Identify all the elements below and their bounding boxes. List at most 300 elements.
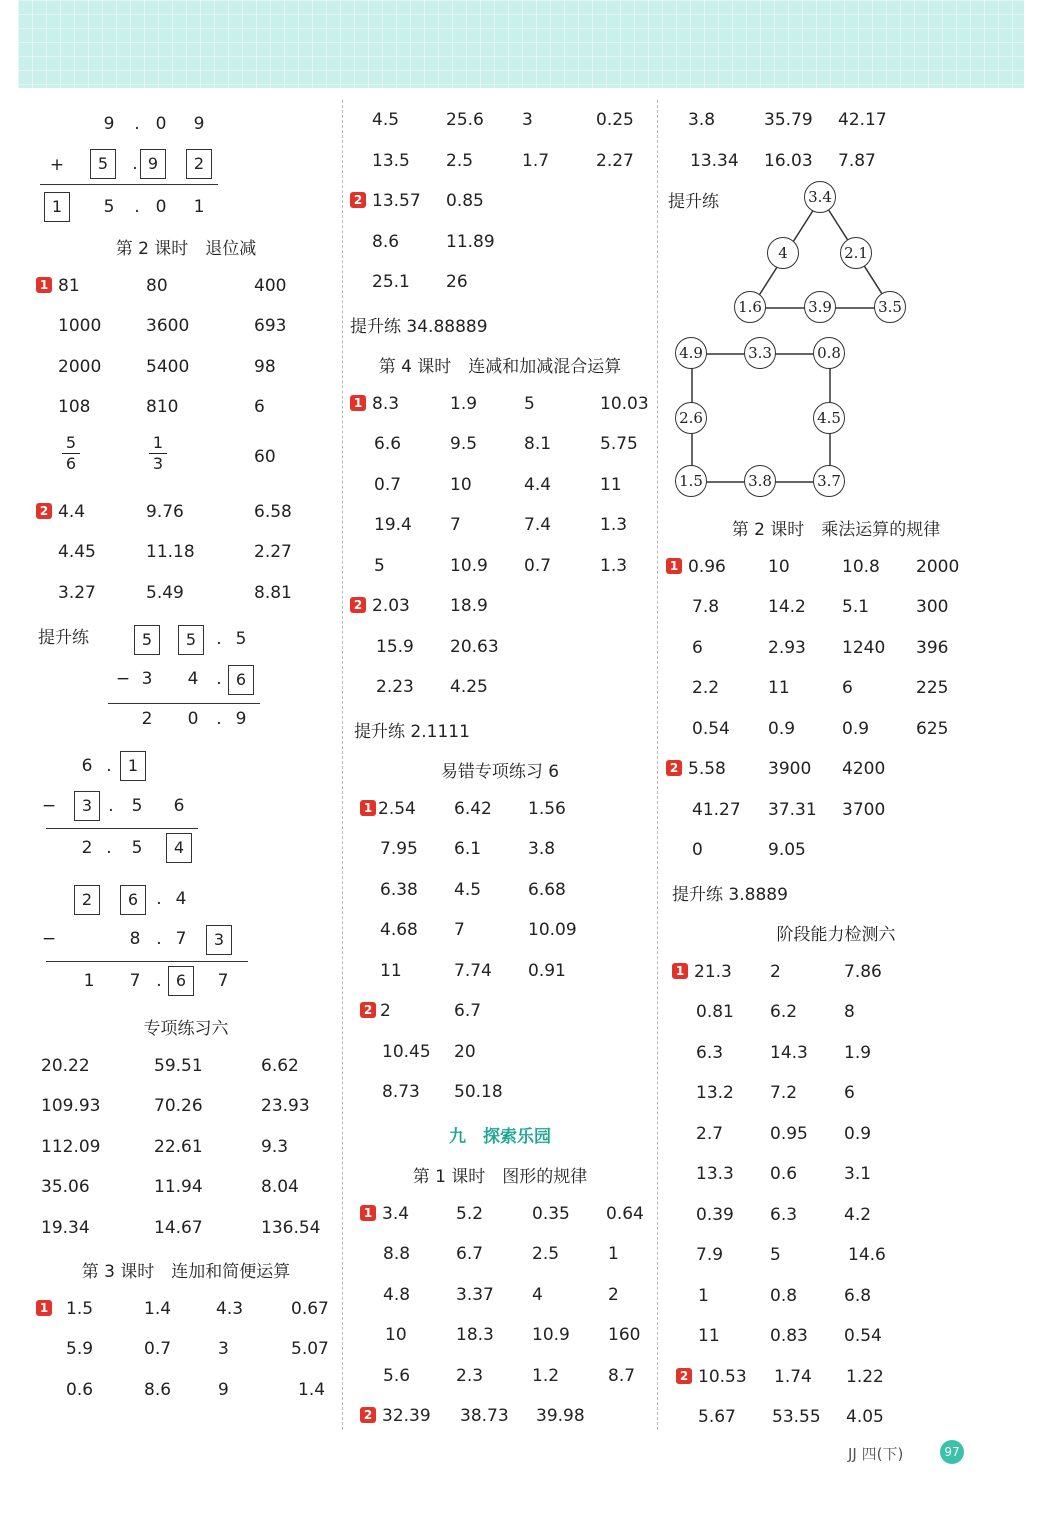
answer-value: 42.17 xyxy=(838,110,887,130)
answer-value: 37.31 xyxy=(768,799,817,820)
triangle-edges xyxy=(666,181,1006,336)
answer-value: 0.25 xyxy=(596,110,634,130)
answer-value: 6.58 xyxy=(254,501,292,522)
answer-row xyxy=(666,100,1006,141)
answer-row xyxy=(666,547,1006,588)
answer-value: 9.3 xyxy=(261,1136,289,1157)
operator: − xyxy=(41,929,57,949)
answer-row xyxy=(666,141,1006,182)
answer-value: 5 xyxy=(770,1245,781,1265)
answer-value: 0.6 xyxy=(66,1379,94,1400)
answer-value: 2.5 xyxy=(446,150,474,171)
answer-value: 25.6 xyxy=(446,110,484,130)
answer-value: 1.56 xyxy=(528,798,566,819)
answer-value: 18.9 xyxy=(450,596,488,616)
answer-value: 2.7 xyxy=(696,1123,724,1144)
answer-value: 1.22 xyxy=(846,1366,884,1387)
number-circle: 2.6 xyxy=(675,402,707,434)
digit: 2 xyxy=(81,838,93,858)
digit: 7 xyxy=(175,929,187,949)
answer-value: 70.26 xyxy=(154,1096,203,1116)
digit: 9 xyxy=(235,709,247,729)
digit: 9 xyxy=(103,114,115,134)
answer-value: 8 xyxy=(844,1002,855,1022)
answer-value: 7 xyxy=(454,920,465,940)
answer-value: 7.9 xyxy=(696,1245,724,1265)
answer-value: 396 xyxy=(916,637,949,658)
fraction xyxy=(149,434,167,473)
answer-value: 7.86 xyxy=(844,961,882,982)
vertical-addition xyxy=(36,100,336,225)
digit: . xyxy=(132,154,138,174)
answer-value: 0.96 xyxy=(688,556,726,577)
section-heading xyxy=(666,911,1006,952)
answer-value: 5.6 xyxy=(383,1365,411,1386)
section-label xyxy=(350,708,650,749)
answer-value: 80 xyxy=(146,275,168,296)
answer-value: 1.4 xyxy=(298,1379,326,1400)
answer-value: 5.07 xyxy=(291,1339,329,1359)
answer-row xyxy=(350,222,650,263)
answer-value: 2.23 xyxy=(376,677,414,697)
answer-value: 8.73 xyxy=(382,1082,420,1102)
answer-box: 3 xyxy=(206,925,232,955)
vertical-subtraction xyxy=(36,871,336,1005)
answer-value: 0.9 xyxy=(844,1123,872,1144)
answer-row xyxy=(666,1397,1006,1438)
sum-line xyxy=(40,184,218,185)
heading-text: 专项练习六 xyxy=(143,1019,229,1039)
column-2 xyxy=(350,100,650,1437)
answer-row xyxy=(36,532,336,573)
question-badge-2: 2 xyxy=(676,1368,692,1384)
answer-row xyxy=(350,627,650,668)
answer-value: 11.94 xyxy=(154,1177,203,1197)
lesson-heading xyxy=(36,225,336,266)
answer-value: 3600 xyxy=(146,316,190,336)
difference-line xyxy=(46,828,198,829)
answer-box: 3 xyxy=(74,791,100,821)
column-divider xyxy=(342,100,343,1430)
answer-row xyxy=(666,1154,1006,1195)
answer-value: 8.6 xyxy=(372,231,400,252)
answer-value: 0.83 xyxy=(770,1326,808,1346)
heading-text: 提升练 3.8889 xyxy=(672,884,788,905)
question-badge-1: 1 xyxy=(360,1205,376,1221)
answer-value: 6 xyxy=(842,678,853,698)
answer-value: 98 xyxy=(254,356,276,377)
answer-value: 9.76 xyxy=(146,501,184,522)
digit: . xyxy=(106,756,112,776)
number-circle: 3.7 xyxy=(813,465,845,497)
answer-value: 4200 xyxy=(842,759,886,779)
fraction-part: 5 xyxy=(65,432,77,452)
question-badge-1: 1 xyxy=(360,800,376,816)
answer-value: 0.64 xyxy=(606,1203,644,1224)
answer-row xyxy=(666,1276,1006,1317)
answer-value: 23.93 xyxy=(261,1096,310,1116)
difference-line xyxy=(108,703,260,704)
digit: . xyxy=(216,709,222,729)
answer-row xyxy=(36,1208,336,1249)
answer-value: 400 xyxy=(254,275,287,296)
answer-value: 6.3 xyxy=(696,1042,724,1063)
answer-value: 2.3 xyxy=(456,1365,484,1386)
answer-box: 6 xyxy=(168,966,194,996)
answer-value: 0.7 xyxy=(144,1339,172,1359)
answer-value: 39.98 xyxy=(536,1406,585,1426)
answer-value: 0.91 xyxy=(528,960,566,981)
answer-value: 0.39 xyxy=(696,1204,734,1225)
answer-row xyxy=(350,1234,650,1275)
answer-value: 15.9 xyxy=(376,636,414,657)
answer-row xyxy=(350,384,650,425)
answer-value: 3.37 xyxy=(456,1284,494,1305)
answer-row xyxy=(36,1127,336,1168)
answer-value: 108 xyxy=(58,397,91,417)
digit: 8 xyxy=(129,929,141,949)
answer-row xyxy=(666,628,1006,669)
operator: + xyxy=(49,155,65,175)
lesson-heading xyxy=(36,1248,336,1289)
answer-box: 5 xyxy=(134,625,160,655)
header-banner xyxy=(18,0,1024,88)
number-circle: 3.8 xyxy=(744,465,776,497)
answer-row xyxy=(350,1072,650,1113)
heading-text: 第 2 课时 退位减 xyxy=(115,239,257,259)
answer-value: 1.4 xyxy=(144,1298,172,1319)
answer-value: 8.1 xyxy=(524,434,552,454)
answer-value: 11 xyxy=(768,678,790,698)
heading-text: 第 3 课时 连加和简便运算 xyxy=(81,1262,291,1282)
answer-value: 5400 xyxy=(146,356,190,377)
operator: − xyxy=(115,669,131,689)
answer-value: 7 xyxy=(450,515,461,535)
answer-value: 10 xyxy=(385,1325,407,1345)
question-badge-1: 1 xyxy=(36,277,52,293)
answer-value: 0 xyxy=(692,840,703,860)
column-divider xyxy=(657,100,658,1430)
answer-value: 1.7 xyxy=(522,150,550,171)
digit: 4 xyxy=(175,889,187,909)
answer-row xyxy=(36,306,336,347)
question-badge-1: 1 xyxy=(666,558,682,574)
digit: 5 xyxy=(103,197,115,217)
fraction-part: 1 xyxy=(152,432,164,452)
heading-text: 第 4 课时 连减和加减混合运算 xyxy=(378,357,622,377)
answer-value: 6 xyxy=(844,1083,855,1103)
digit: 0 xyxy=(187,709,199,729)
answer-box: 5 xyxy=(178,625,204,655)
answer-value: 6.62 xyxy=(261,1055,299,1076)
answer-row xyxy=(350,505,650,546)
answer-value: 26 xyxy=(446,272,468,292)
answer-row xyxy=(666,1033,1006,1074)
answer-value: 81 xyxy=(58,275,80,296)
answer-value: 10.03 xyxy=(600,393,649,414)
question-badge-2: 2 xyxy=(360,1002,376,1018)
number-circle: 3.3 xyxy=(744,337,776,369)
answer-row xyxy=(666,709,1006,750)
answer-value: 136.54 xyxy=(261,1217,321,1238)
answer-value: 3900 xyxy=(768,759,812,779)
answer-row xyxy=(350,991,650,1032)
answer-value: 3 xyxy=(218,1339,229,1359)
heading-text: 第 1 课时 图形的规律 xyxy=(412,1167,588,1187)
answer-value: 7.8 xyxy=(692,597,720,617)
answer-value: 4.68 xyxy=(380,920,418,940)
digit: . xyxy=(156,889,162,909)
answer-value: 4.45 xyxy=(58,542,96,562)
answer-row xyxy=(350,829,650,870)
answer-value: 0.8 xyxy=(770,1285,798,1306)
answer-value: 13.57 xyxy=(372,191,421,211)
answer-row xyxy=(666,952,1006,993)
section-label: 提升练 xyxy=(668,192,719,212)
answer-value: 1.9 xyxy=(844,1042,872,1063)
answer-value: 1240 xyxy=(842,637,886,658)
grade-label: JJ 四(下) xyxy=(848,1445,904,1463)
question-badge-2: 2 xyxy=(666,760,682,776)
digit: . xyxy=(106,838,112,858)
answer-row xyxy=(666,587,1006,628)
lesson-heading xyxy=(350,343,650,384)
digit: 1 xyxy=(193,197,205,217)
answer-value: 4.05 xyxy=(846,1407,884,1427)
answer-box: 9 xyxy=(140,149,166,179)
answer-value: 810 xyxy=(146,397,179,417)
answer-value: 41.27 xyxy=(692,799,741,820)
number-circle: 4.9 xyxy=(675,337,707,369)
answer-value: 0.35 xyxy=(532,1203,570,1224)
answer-row xyxy=(350,1356,650,1397)
answer-value: 21.3 xyxy=(694,961,732,982)
answer-value: 22.61 xyxy=(154,1136,203,1157)
answer-value: 10.9 xyxy=(450,555,488,576)
answer-value: 0.81 xyxy=(696,1002,734,1022)
answer-value: 3.1 xyxy=(844,1164,872,1184)
answer-value: 0.9 xyxy=(842,718,870,739)
answer-value: 1.9 xyxy=(450,393,478,414)
answer-row xyxy=(36,428,336,492)
answer-row xyxy=(666,1195,1006,1236)
answer-row xyxy=(666,1235,1006,1276)
heading-text: 易错专项练习 6 xyxy=(440,762,560,782)
lesson-heading xyxy=(350,1153,650,1194)
answer-value: 2.5 xyxy=(532,1244,560,1264)
answer-value: 20.63 xyxy=(450,636,499,657)
answer-row xyxy=(350,910,650,951)
section-label xyxy=(666,871,1006,912)
answer-row xyxy=(350,100,650,141)
answer-row xyxy=(666,1357,1006,1398)
difference-line xyxy=(46,961,248,962)
digit: 1 xyxy=(83,971,95,991)
answer-value: 11 xyxy=(698,1326,720,1346)
answer-value: 4.25 xyxy=(450,677,488,697)
lesson-heading xyxy=(666,506,1006,547)
answer-value: 8.04 xyxy=(261,1177,299,1197)
answer-value: 8.7 xyxy=(608,1365,636,1386)
answer-value: 1.5 xyxy=(66,1298,94,1319)
answer-value: 112.09 xyxy=(41,1136,101,1157)
digit: 2 xyxy=(141,709,153,729)
section-label: 提升练 xyxy=(38,628,89,648)
answer-row xyxy=(350,1396,650,1437)
answer-value: 2.54 xyxy=(378,798,416,819)
digit: 0 xyxy=(155,114,167,134)
answer-value: 10.53 xyxy=(698,1366,747,1387)
digit: 0 xyxy=(155,197,167,217)
answer-value: 160 xyxy=(608,1325,641,1345)
answer-value: 7.87 xyxy=(838,150,876,171)
column-1 xyxy=(36,100,336,1410)
answer-value: 19.34 xyxy=(41,1217,90,1238)
fraction xyxy=(62,434,80,473)
answer-value: 7.2 xyxy=(770,1083,798,1103)
answer-value: 9.5 xyxy=(450,434,478,454)
answer-row xyxy=(666,1114,1006,1155)
digit: 4 xyxy=(187,669,199,689)
answer-value: 3700 xyxy=(842,799,886,820)
answer-value: 5.58 xyxy=(688,759,726,779)
answer-value: 1 xyxy=(698,1285,709,1306)
answer-row xyxy=(350,141,650,182)
answer-value: 14.6 xyxy=(848,1245,886,1265)
answer-value: 14.2 xyxy=(768,597,806,617)
answer-value: 3.8 xyxy=(688,110,716,130)
answer-value: 59.51 xyxy=(154,1055,203,1076)
answer-value: 6.7 xyxy=(454,1001,482,1021)
question-badge-2: 2 xyxy=(350,597,366,613)
digit: . xyxy=(216,669,222,689)
answer-row xyxy=(350,424,650,465)
number-circle: 1.5 xyxy=(675,465,707,497)
digit: 5 xyxy=(235,629,247,649)
number-circle: 2.1 xyxy=(840,237,872,269)
digit: . xyxy=(156,929,162,949)
answer-row xyxy=(350,1315,650,1356)
answer-value: 4.4 xyxy=(524,474,552,495)
answer-row xyxy=(36,1086,336,1127)
answer-row xyxy=(36,492,336,533)
heading-text: 第 2 课时 乘法运算的规律 xyxy=(731,520,941,540)
question-badge-1: 1 xyxy=(672,963,688,979)
answer-value: 0.7 xyxy=(524,555,552,576)
answer-box: 5 xyxy=(90,149,116,179)
page-number: 97 xyxy=(940,1440,964,1464)
answer-value: 13.2 xyxy=(696,1083,734,1103)
answer-row xyxy=(36,1046,336,1087)
answer-value: 35.79 xyxy=(764,110,813,130)
answer-value: 8.3 xyxy=(372,393,400,414)
answer-box: 6 xyxy=(120,885,146,915)
heading-text: 提升练 2.1111 xyxy=(354,721,470,742)
answer-value: 2.93 xyxy=(768,637,806,658)
answer-value: 0.54 xyxy=(844,1326,882,1346)
answer-value: 6.3 xyxy=(770,1204,798,1225)
triangle-puzzle xyxy=(666,181,1006,336)
question-badge-2: 2 xyxy=(36,503,52,519)
answer-row xyxy=(350,181,650,222)
answer-value: 5.49 xyxy=(146,582,184,603)
answer-row xyxy=(350,546,650,587)
answer-row xyxy=(350,262,650,303)
answer-value: 53.55 xyxy=(772,1407,821,1427)
answer-value: 4.5 xyxy=(372,110,400,130)
answer-value: 4.3 xyxy=(216,1298,244,1319)
answer-value: 5.1 xyxy=(842,597,870,617)
digit: . xyxy=(134,197,140,217)
answer-row xyxy=(36,347,336,388)
answer-value: 8.8 xyxy=(383,1244,411,1264)
unit-heading xyxy=(350,1113,650,1154)
answer-row xyxy=(666,1073,1006,1114)
answer-value: 13.3 xyxy=(696,1164,734,1184)
answer-value: 10.45 xyxy=(382,1041,431,1062)
number-circle: 3.9 xyxy=(804,291,836,323)
answer-row xyxy=(666,749,1006,790)
answer-row xyxy=(36,387,336,428)
answer-value: 16.03 xyxy=(764,150,813,171)
answer-value: 1.74 xyxy=(774,1366,812,1387)
answer-value: 6.38 xyxy=(380,879,418,900)
answer-value: 2.27 xyxy=(254,542,292,562)
answer-value: 5.67 xyxy=(698,1407,736,1427)
answer-value: 1 xyxy=(608,1244,619,1264)
question-badge-1: 1 xyxy=(350,395,366,411)
heading-text: 九 探索乐园 xyxy=(449,1126,551,1147)
answer-value: 5.75 xyxy=(600,434,638,454)
answer-value: 32.39 xyxy=(382,1406,431,1426)
number-circle: 3.4 xyxy=(804,181,836,213)
answer-row xyxy=(36,1370,336,1411)
digit: 6 xyxy=(81,756,93,776)
answer-value: 3 xyxy=(522,110,533,130)
answer-value: 6.6 xyxy=(374,434,402,454)
answer-value: 18.3 xyxy=(456,1325,494,1345)
number-circle: 4.5 xyxy=(813,402,845,434)
answer-value: 19.4 xyxy=(374,515,412,535)
digit: 7 xyxy=(217,971,229,991)
answer-value: 9 xyxy=(218,1379,229,1400)
column-3 xyxy=(666,100,1006,1438)
answer-value: 38.73 xyxy=(460,1406,509,1426)
section-heading xyxy=(350,748,650,789)
answer-value: 7.4 xyxy=(524,515,552,535)
answer-value: 10.09 xyxy=(528,920,577,940)
answer-value: 10 xyxy=(768,556,790,577)
answer-row xyxy=(666,668,1006,709)
number-circle: 3.5 xyxy=(874,291,906,323)
answer-value: 6.2 xyxy=(770,1002,798,1022)
answer-value: 3.8 xyxy=(528,839,556,859)
answer-row xyxy=(36,1289,336,1330)
operator: − xyxy=(41,796,57,816)
answer-value: 6.42 xyxy=(454,798,492,819)
answer-row xyxy=(666,790,1006,831)
answer-value: 2 xyxy=(770,961,781,982)
digit: . xyxy=(134,114,140,134)
answer-value: 0.7 xyxy=(374,474,402,495)
answer-value: 4.8 xyxy=(383,1284,411,1305)
digit: . xyxy=(156,971,162,991)
digit: 7 xyxy=(129,971,141,991)
answer-value: 693 xyxy=(254,316,287,336)
answer-value: 20.22 xyxy=(41,1055,90,1076)
question-badge-2: 2 xyxy=(360,1407,376,1423)
answer-box: 6 xyxy=(228,665,254,695)
